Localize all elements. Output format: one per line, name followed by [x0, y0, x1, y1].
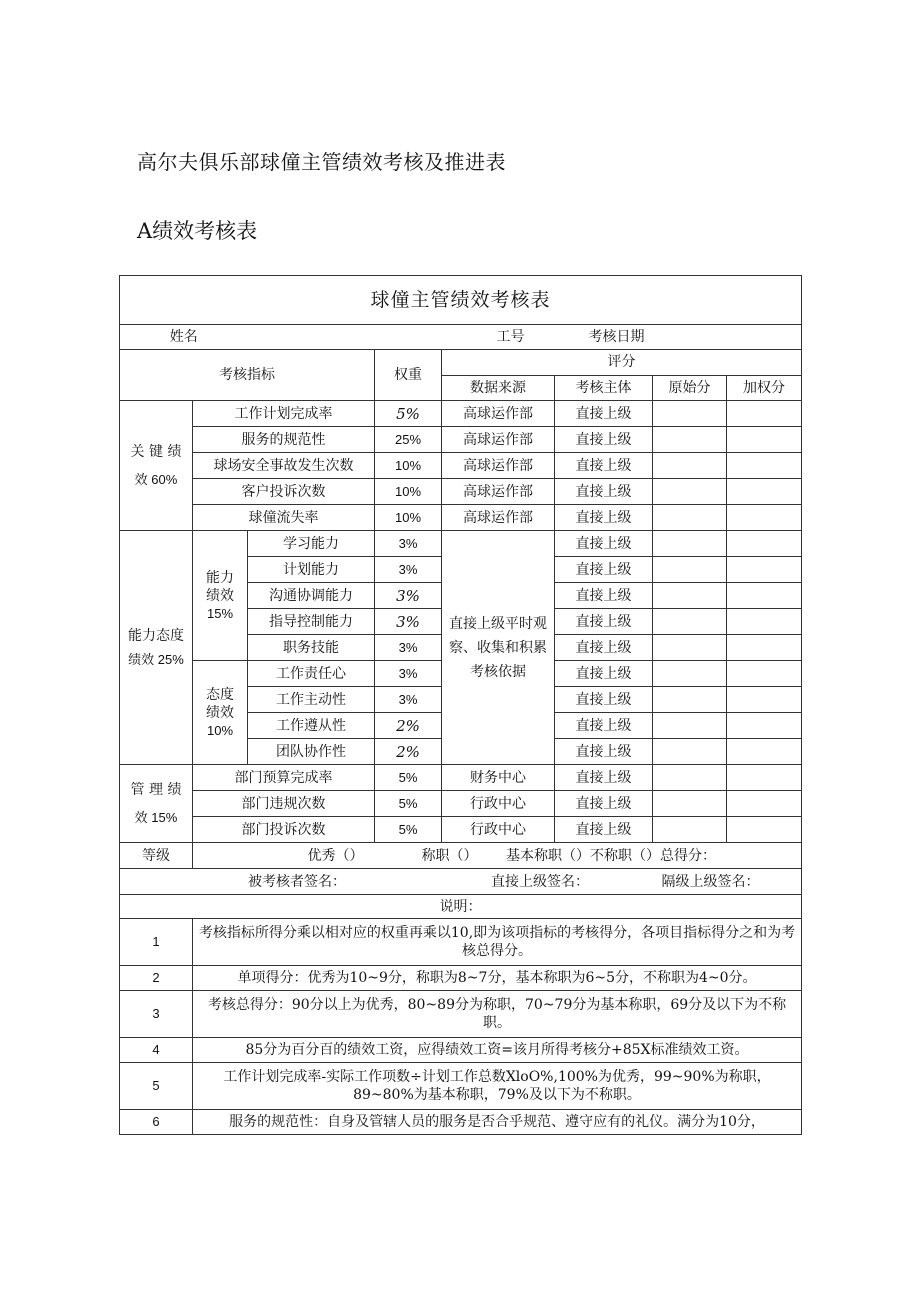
ability-source-line1: 直接上级平时观: [449, 615, 547, 632]
grade-excellent[interactable]: 优秀（）: [307, 847, 364, 864]
indicator-source: 高球运作部: [442, 401, 555, 427]
subgroup-attitude-line3: 10%: [206, 722, 234, 738]
indicator-source: 高球运作部: [442, 505, 555, 531]
ability-source: [442, 531, 555, 765]
table-caption: 球僮主管绩效考核表: [120, 276, 802, 325]
indicator-subject: 直接上级: [555, 687, 653, 713]
signature-row: [120, 869, 802, 895]
note-number: 3: [120, 991, 193, 1038]
subgroup-capability-line2: 绩效: [206, 587, 234, 604]
raw-score-cell[interactable]: [653, 453, 727, 479]
indicator-name: 职务技能: [248, 635, 375, 661]
weighted-score-cell[interactable]: [727, 557, 802, 583]
raw-score-cell[interactable]: [653, 505, 727, 531]
indicator-weight: 3%: [375, 531, 442, 557]
weighted-score-cell[interactable]: [727, 661, 802, 687]
indicator-source: 行政中心: [442, 817, 555, 843]
weighted-score-cell[interactable]: [727, 713, 802, 739]
indicator-subject: 直接上级: [555, 583, 653, 609]
header-subject: 考核主体: [555, 375, 653, 401]
indicator-subject: 直接上级: [555, 609, 653, 635]
indicator-name: 沟通协调能力: [248, 583, 375, 609]
ability-source-line2: 察、收集和积累: [449, 639, 547, 656]
assessment-table: [119, 275, 802, 1135]
weighted-score-cell[interactable]: [727, 791, 802, 817]
indicator-name: 部门违规次数: [193, 791, 375, 817]
indicator-weight: 5%: [375, 791, 442, 817]
raw-score-cell[interactable]: [653, 531, 727, 557]
raw-score-cell[interactable]: [653, 427, 727, 453]
header-raw: 原始分: [653, 375, 727, 401]
note-text: 考核指标所得分乘以相对应的权重再乘以10,即为该项指标的考核得分，各项目指标得分之和为考核总得分。: [193, 919, 802, 966]
raw-score-cell[interactable]: [653, 739, 727, 765]
indicator-subject: 直接上级: [555, 765, 653, 791]
weighted-score-cell[interactable]: [727, 687, 802, 713]
subgroup-capability-line3: 15%: [206, 605, 234, 621]
note-text: 工作计划完成率-实际工作项数÷计划工作总数XloO%,100%为优秀，99~90%为称职，89~80%为基本称职，79%及以下为不称职。: [193, 1063, 802, 1110]
indicator-name: 团队协作性: [248, 739, 375, 765]
raw-score-cell[interactable]: [653, 479, 727, 505]
indicator-name: 计划能力: [248, 557, 375, 583]
indicator-name: 学习能力: [248, 531, 375, 557]
notes-label: 说明：: [120, 895, 802, 919]
raw-score-cell[interactable]: [653, 401, 727, 427]
note-text: 考核总得分：90分以上为优秀，80~89分为称职，70~79分为基本称职，69分及以下为不称职。: [193, 991, 802, 1038]
assessee-signature[interactable]: 被考核者签名：: [248, 873, 347, 890]
indicator-subject: 直接上级: [555, 427, 653, 453]
indicator-weight: 5%: [375, 401, 442, 427]
indicator-subject: 直接上级: [555, 531, 653, 557]
indicator-source: 财务中心: [442, 765, 555, 791]
note-number: 2: [120, 966, 193, 991]
indicator-weight: 3%: [375, 687, 442, 713]
raw-score-cell[interactable]: [653, 765, 727, 791]
indicator-subject: 直接上级: [555, 817, 653, 843]
indicator-name: 服务的规范性: [193, 427, 375, 453]
weighted-score-cell[interactable]: [727, 505, 802, 531]
weighted-score-cell[interactable]: [727, 739, 802, 765]
subgroup-attitude-line2: 绩效: [206, 704, 234, 721]
group-key-line1: 关 键 绩: [130, 443, 182, 460]
header-score: 评分: [442, 350, 802, 376]
grade-label: 等级: [120, 843, 193, 869]
indicator-name: 球场安全事故发生次数: [193, 453, 375, 479]
weighted-score-cell[interactable]: [727, 765, 802, 791]
id-label: 工号: [248, 325, 555, 350]
indicator-weight: 2%: [375, 739, 442, 765]
indicator-weight: 10%: [375, 505, 442, 531]
document-title: 高尔夫俱乐部球僮主管绩效考核及推进表: [137, 150, 506, 174]
indicator-source: 高球运作部: [442, 427, 555, 453]
indicator-weight: 25%: [375, 427, 442, 453]
indicator-weight: 3%: [375, 609, 442, 635]
section-title: A绩效考核表: [137, 219, 258, 243]
indicator-weight: 3%: [375, 557, 442, 583]
group-ability-line1: 能力态度: [128, 627, 184, 644]
note-text: 单项得分：优秀为10~9分，称职为8~7分，基本称职为6~5分，不称职为4~0分。: [193, 966, 802, 991]
weighted-score-cell[interactable]: [727, 635, 802, 661]
group-management-line1: 管 理 绩: [130, 781, 182, 798]
group-management-line2: 效 15%: [134, 809, 178, 825]
weighted-score-cell[interactable]: [727, 583, 802, 609]
indicator-weight: 2%: [375, 713, 442, 739]
indicator-name: 工作主动性: [248, 687, 375, 713]
indicator-weight: 3%: [375, 661, 442, 687]
raw-score-cell[interactable]: [653, 583, 727, 609]
indicator-name: 工作遵从性: [248, 713, 375, 739]
group-ability-attitude: [120, 531, 193, 765]
indicator-name: 指导控制能力: [248, 609, 375, 635]
note-text: 服务的规范性：自身及管辖人员的服务是否合乎规范、遵守应有的礼仪。满分为10分，: [193, 1110, 802, 1135]
weighted-score-cell[interactable]: [727, 479, 802, 505]
indicator-name: 客户投诉次数: [193, 479, 375, 505]
indicator-source: 行政中心: [442, 791, 555, 817]
indicator-subject: 直接上级: [555, 661, 653, 687]
indicator-name: 工作计划完成率: [193, 401, 375, 427]
indicator-name: 球僮流失率: [193, 505, 375, 531]
weighted-score-cell[interactable]: [727, 453, 802, 479]
indicator-source: 高球运作部: [442, 479, 555, 505]
header-weighted: 加权分: [727, 375, 802, 401]
subgroup-attitude-line1: 态度: [206, 686, 234, 703]
indicator-name: 部门预算完成率: [193, 765, 375, 791]
indicator-weight: 10%: [375, 479, 442, 505]
raw-score-cell[interactable]: [653, 817, 727, 843]
grade-competent[interactable]: 称职（）: [421, 847, 478, 864]
weighted-score-cell[interactable]: [727, 401, 802, 427]
weighted-score-cell[interactable]: [727, 609, 802, 635]
skip-supervisor-signature[interactable]: 隔级上级签名：: [661, 873, 760, 890]
direct-supervisor-signature[interactable]: 直接上级签名：: [491, 873, 589, 890]
weighted-score-cell[interactable]: [727, 817, 802, 843]
ability-source-line3: 考核依据: [470, 663, 526, 680]
header-weight: 权重: [375, 350, 442, 401]
subgroup-attitude: [193, 661, 248, 765]
raw-score-cell[interactable]: [653, 635, 727, 661]
indicator-subject: 直接上级: [555, 479, 653, 505]
group-key-line2: 效 60%: [134, 471, 178, 487]
indicator-subject: 直接上级: [555, 635, 653, 661]
indicator-weight: 10%: [375, 453, 442, 479]
grade-options: [193, 843, 802, 869]
indicator-weight: 5%: [375, 765, 442, 791]
indicator-subject: 直接上级: [555, 453, 653, 479]
indicator-subject: 直接上级: [555, 739, 653, 765]
weighted-score-cell[interactable]: [727, 427, 802, 453]
grade-basic[interactable]: 基本称职（）不称职（）总得分：: [505, 847, 716, 864]
indicator-name: 工作责任心: [248, 661, 375, 687]
indicator-subject: 直接上级: [555, 505, 653, 531]
note-number: 1: [120, 919, 193, 966]
indicator-weight: 5%: [375, 817, 442, 843]
indicator-name: 部门投诉次数: [193, 817, 375, 843]
note-text: 85分为百分百的绩效工资，应得绩效工资=该月所得考核分+85X标准绩效工资。: [193, 1038, 802, 1063]
raw-score-cell[interactable]: [653, 557, 727, 583]
note-number: 4: [120, 1038, 193, 1063]
indicator-subject: 直接上级: [555, 401, 653, 427]
header-source: 数据来源: [442, 375, 555, 401]
indicator-subject: 直接上级: [555, 557, 653, 583]
raw-score-cell[interactable]: [653, 609, 727, 635]
indicator-weight: 3%: [375, 635, 442, 661]
weighted-score-cell[interactable]: [727, 531, 802, 557]
note-number: 5: [120, 1063, 193, 1110]
indicator-subject: 直接上级: [555, 791, 653, 817]
note-number: 6: [120, 1110, 193, 1135]
header-indicator: 考核指标: [120, 350, 375, 401]
subgroup-capability-line1: 能力: [206, 569, 234, 586]
raw-score-cell[interactable]: [653, 713, 727, 739]
group-ability-line2: 绩效 25%: [128, 651, 184, 667]
indicator-weight: 3%: [375, 583, 442, 609]
name-label: 姓名: [120, 325, 248, 350]
indicator-source: 高球运作部: [442, 453, 555, 479]
subgroup-capability: [193, 531, 248, 661]
date-label: 考核日期: [555, 325, 802, 350]
raw-score-cell[interactable]: [653, 661, 727, 687]
raw-score-cell[interactable]: [653, 687, 727, 713]
indicator-subject: 直接上级: [555, 713, 653, 739]
raw-score-cell[interactable]: [653, 791, 727, 817]
group-management: [120, 765, 193, 843]
group-key-performance: [120, 401, 193, 531]
